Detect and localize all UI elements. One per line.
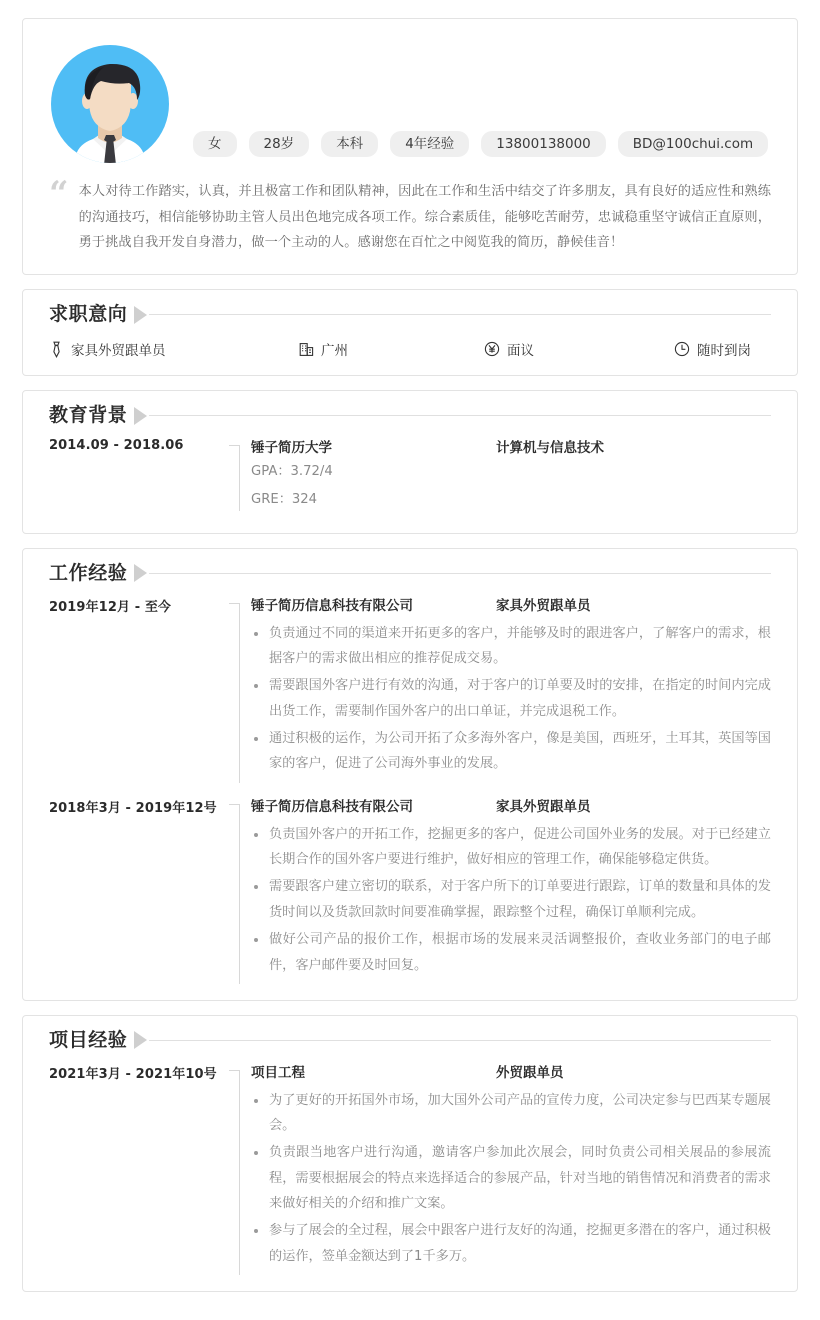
job-intention-city (299, 339, 484, 359)
section-arrow-icon (134, 306, 147, 324)
list-item: 通过积极的运作，为公司开拓了众多海外客户，像是美国，西班牙，土耳其，英国等国家的客户，促进了公司海外事业的发展。 (251, 726, 771, 777)
job-intention-position-label: 家具外贸跟单员 (71, 343, 166, 360)
work-company: 锤子简历信息科技有限公司 (251, 597, 413, 614)
education-entry (49, 436, 771, 517)
education-header (49, 405, 771, 426)
profile-header-card (22, 18, 798, 275)
education-gre: GRE：324 (251, 492, 318, 508)
work-entry (49, 594, 771, 783)
work-role: 家具外贸跟单员 (496, 798, 591, 815)
work-entry-head (251, 594, 771, 614)
entry-spacer (49, 783, 771, 795)
work-experience-header (49, 563, 771, 584)
list-item: 做好公司产品的报价工作，根据市场的发展来灵活调整报价，查收业务部门的电子邮件，客户邮件要及时回复。 (251, 927, 771, 978)
quote-icon: “ (49, 174, 69, 214)
project-experience-header (49, 1030, 771, 1051)
job-intention-salary-label: 面议 (507, 343, 534, 360)
work-bullet-list (251, 822, 771, 978)
work-entry-body (251, 795, 771, 984)
profile-tag-email: BD@100chui.com (618, 131, 768, 157)
education-gpa: GPA：3.72/4 (251, 463, 333, 479)
profile-tag-education: 本科 (321, 131, 378, 157)
profile-tag-age: 28岁 (249, 131, 310, 157)
list-item: 负责跟当地客户进行沟通，邀请客户参加此次展会，同时负责公司相关展品的参展流程，需要根据展会的特点来选择适合的参展产品，针对当地的销售情况和消费者的需求来做好相关的介绍和推广文案。 (251, 1140, 771, 1216)
clock-icon (674, 341, 690, 357)
project-entry-date: 2021年3月 - 2021年10号 (49, 1066, 217, 1082)
education-entry-head (251, 436, 771, 456)
building-icon (299, 342, 314, 357)
yen-circle-icon (484, 341, 500, 357)
section-title-job-intention: 求职意向 (49, 303, 128, 326)
profile-tag-list (193, 131, 768, 165)
project-role: 外贸跟单员 (496, 1064, 564, 1081)
work-bullet-list (251, 621, 771, 777)
self-introduction (49, 174, 771, 256)
education-entry-body (251, 436, 771, 517)
education-major: 计算机与信息技术 (496, 439, 604, 456)
job-intention-header (49, 304, 771, 325)
section-arrow-icon (134, 564, 147, 582)
project-bullet-list (251, 1088, 771, 1269)
list-item: 需要跟国外客户进行有效的沟通，对于客户的订单要及时的安排，在指定的时间内完成出货工作，需要制作国外客户的出口单证，并完成退税工作。 (251, 673, 771, 724)
work-entry-date: 2019年12月 - 至今 (49, 599, 172, 615)
timeline-connector (229, 594, 251, 783)
list-item: 负责国外客户的开拓工作，挖掘更多的客户，促进公司国外业务的发展。对于已经建立长期合作的国外客户要进行维护，做好相应的管理工作，确保能够稳定供货。 (251, 822, 771, 873)
project-experience-card (22, 1015, 798, 1292)
project-name: 项目工程 (251, 1064, 305, 1081)
avatar (49, 43, 171, 165)
section-divider (149, 1040, 771, 1041)
job-intention-availability-label: 随时到岗 (697, 343, 751, 360)
section-arrow-icon (134, 407, 147, 425)
self-introduction-text: 本人对待工作踏实，认真，并且极富工作和团队精神，因此在工作和生活中结交了许多朋友，具有良好的适应性和熟练的沟通技巧，相信能够协助主管人员出色地完成各项工作。综合素质佳，能够吃苦耐劳，忠诚稳重坚守诚信正直原则，勇于挑战自我开发自身潜力，做一个主动的人。感谢您在百忙之中阅览我的简历，静候佳音！ (78, 184, 771, 251)
necktie-icon (49, 341, 64, 358)
work-entry (49, 795, 771, 984)
section-divider (149, 314, 771, 315)
job-intention-salary (484, 339, 674, 359)
section-arrow-icon (134, 1031, 147, 1049)
timeline-connector (229, 1061, 251, 1275)
section-title-work-experience: 工作经验 (49, 561, 128, 584)
profile-tag-gender: 女 (193, 131, 237, 157)
work-experience-card (22, 548, 798, 1001)
section-divider (149, 415, 771, 416)
timeline-connector (229, 436, 251, 517)
education-school: 锤子简历大学 (251, 439, 332, 456)
avatar-illustration (49, 43, 171, 165)
timeline-connector (229, 795, 251, 984)
job-intention-card (22, 289, 798, 376)
profile-header-top (49, 43, 771, 165)
list-item: 为了更好的开拓国外市场，加大国外公司产品的宣传力度，公司决定参与巴西某专题展会。 (251, 1088, 771, 1139)
work-entry-body (251, 594, 771, 783)
job-intention-position (49, 339, 299, 359)
list-item: 需要跟客户建立密切的联系，对于客户所下的订单要进行跟踪，订单的数量和具体的发货时间以及货款回款时间要准确掌握，跟踪整个过程，确保订单顺利完成。 (251, 874, 771, 925)
job-intention-availability (674, 339, 751, 359)
job-intention-list (49, 339, 771, 359)
education-entry-date: 2014.09 - 2018.06 (49, 437, 184, 453)
project-entry-head (251, 1061, 771, 1081)
project-entry (49, 1061, 771, 1275)
profile-tag-experience: 4年经验 (390, 131, 469, 157)
list-item: 参与了展会的全过程，展会中跟客户进行友好的沟通，挖掘更多潜在的客户，通过积极的运作，签单金额达到了1千多万。 (251, 1218, 771, 1269)
job-intention-city-label: 广州 (321, 343, 348, 360)
education-card (22, 390, 798, 534)
work-role: 家具外贸跟单员 (496, 597, 591, 614)
section-divider (149, 573, 771, 574)
profile-tag-phone: 13800138000 (481, 131, 605, 157)
work-company: 锤子简历信息科技有限公司 (251, 798, 413, 815)
project-entry-body (251, 1061, 771, 1275)
work-entry-head (251, 795, 771, 815)
work-entry-date: 2018年3月 - 2019年12号 (49, 800, 217, 816)
section-title-education: 教育背景 (49, 404, 128, 427)
list-item: 负责通过不同的渠道来开拓更多的客户，并能够及时的跟进客户，了解客户的需求，根据客户的需求做出相应的推荐促成交易。 (251, 621, 771, 672)
section-title-project-experience: 项目经验 (49, 1028, 128, 1051)
